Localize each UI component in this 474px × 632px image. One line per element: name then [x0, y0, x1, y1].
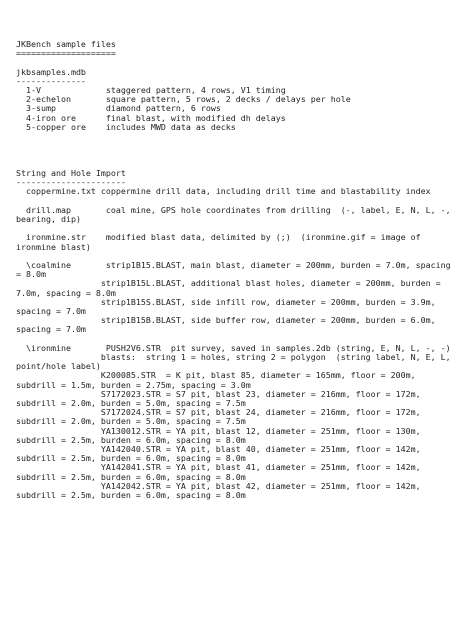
- ironmine-line: YA142040.STR = YA pit, blast 40, diameter = 251mm, floor = 142m, subdrill = 2.5m, burden = 6.0m, spacing = 8.0m: [16, 444, 426, 464]
- ironmine-line: YA142042.STR = YA pit, blast 42, diameter = 251mm, floor = 142m, subdrill = 2.5m, burden = 6.0m, spacing = 8.0m: [16, 480, 426, 501]
- coalmine-line: strip1B15S.BLAST, side infill row, diameter = 200mm, burden = 3.9m, spacing = 7.0m: [16, 296, 441, 317]
- doc-title: JKBench sample files: [16, 39, 116, 49]
- mdb-row: 3-sump diamond pattern, 6 rows: [16, 103, 221, 114]
- mdb-row: 5-copper ore includes MWD data as decks: [16, 121, 236, 132]
- coalmine-line: \coalmine strip1B15.BLAST, main blast, diameter = 200mm, burden = 7.0m, spacing = 8.0m: [16, 260, 456, 280]
- entry-drill-map: drill.map coal mine, GPS hole coordinates from drilling (-, label, E, N, L, -, bearing, dip): [16, 204, 456, 225]
- mdb-rule: --------------: [16, 75, 86, 86]
- mdb-heading: jkbsamples.mdb: [16, 66, 86, 77]
- coalmine-line: strip1B15B.BLAST, side buffer row, diameter = 200mm, burden = 6.0m, spacing = 7.0m: [16, 315, 441, 335]
- ironmine-line: S7172023.STR = S7 pit, blast 23, diameter = 216mm, floor = 172m, subdrill = 2.0m, burden = 5.0m, spacing = 7.5m: [16, 388, 426, 409]
- ironmine-line: blasts: string 1 = holes, string 2 = polygon (string label, N, E, L, point/hole label): [16, 352, 456, 372]
- doc-title-rule: ====================: [16, 48, 116, 59]
- ironmine-line: YA142041.STR = YA pit, blast 41, diameter = 251mm, floor = 142m, subdrill = 2.5m, burden = 6.0m, spacing = 8.0m: [16, 462, 426, 482]
- mdb-row: 1-V staggered pattern, 4 rows, V1 timing: [16, 85, 286, 95]
- ironmine-line: S7172024.STR = S7 pit, blast 24, diameter = 216mm, floor = 172m, subdrill = 2.0m, burden = 5.0m, spacing = 7.5m: [16, 407, 426, 427]
- import-heading: String and Hole Import: [16, 168, 126, 179]
- import-rule: ----------------------: [16, 177, 126, 188]
- entry-ironmine-str: ironmine.str modified blast data, delimited by (;) (ironmine.gif = image of ironmine blast): [16, 232, 426, 252]
- mdb-row: 2-echelon square pattern, 5 rows, 2 decks / delays per hole: [16, 94, 351, 105]
- mdb-row: 4-iron ore final blast, with modified dh delays: [16, 112, 286, 123]
- coalmine-line: strip1B15L.BLAST, additional blast holes, diameter = 200mm, burden = 7.0m, spacing = 8.0m: [16, 278, 446, 298]
- entry-coppermine: coppermine.txt coppermine drill data, including drill time and blastability index: [16, 186, 431, 197]
- document-body: [16, 40, 456, 500]
- ironmine-line: K200085.STR = K pit, blast 85, diameter = 165mm, floor = 200m, subdrill = 1.5m, burden = 2.75m, spacing = 3.0m: [16, 370, 421, 390]
- ironmine-line: YA130012.STR = YA pit, blast 12, diameter = 251mm, floor = 130m, subdrill = 2.5m, burden = 6.0m, spacing = 8.0m: [16, 425, 426, 445]
- ironmine-line: \ironmine PUSH2V6.STR pit survey, saved in samples.2db (string, E, N, L, -, -): [16, 342, 451, 353]
